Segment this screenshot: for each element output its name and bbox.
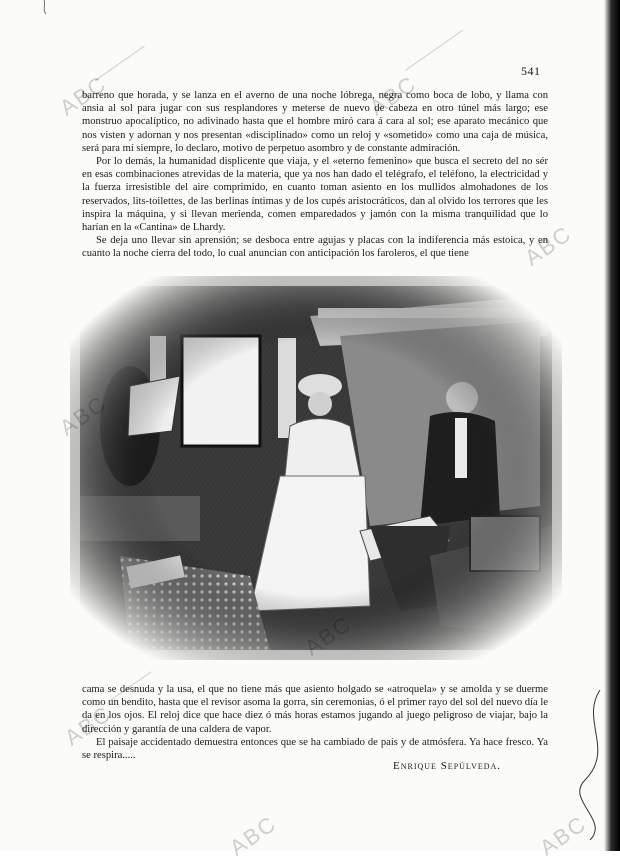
margin-pen-mark: [560, 690, 620, 840]
article-text-top: [82, 89, 548, 261]
article-text-bottom: [82, 683, 548, 762]
paragraph: El paisaje accidentado demuestra entonces que se ha cambiado de país y de atmósfera. Ya hace fresco. Ya se respira.....: [82, 736, 548, 762]
abc-watermark: ABC: [55, 70, 112, 121]
author-signature: Enrique Sepúlveda.: [393, 760, 502, 772]
paragraph: Se deja uno llevar sin aprensión; se desboca entre agujas y placas con la indiferencia más estoica, y en cuanto la noche cierra del todo, lo cual anuncian con anticipación los faroleros, el que tiene: [82, 235, 548, 260]
abc-watermark: ABC: [520, 220, 577, 271]
watermark-line: [405, 30, 463, 71]
paragraph: cama se desnuda y la usa, el que no tiene más que asiento holgado se «atroquela» y se amolda y se duerme como un bendito, hasta que el revisor asoma la gorra, sin ceremonias, ó el primer rayo del sol del nuevo día le da en los ojos. El reloj dice que hace diez ó más horas estamos jugando al juego peligroso de viajar, bajo la dirección y garantía de una caldera de vapor.: [82, 684, 548, 735]
watermark-line: [95, 46, 145, 81]
margin-pen-mark: [40, 0, 54, 16]
abc-watermark: ABC: [225, 810, 282, 861]
page-number: 541: [521, 64, 541, 78]
paragraph: barreno que horada, y se lanza en el averno de una noche lóbrega, negra como boca de lobo, y llama con ansia al sol para jugar con sus resplandores y meterse de nuevo de cabeza en otro túnel más largo; ese monstruo apocalíptico, no adivinado hasta que el hombre miró cara á cara al sol; ese aparato mecánico que nos visten y adornan y nos presentan «disciplinado» como un reloj y «sometido» como una caja de música, será para mí siempre, lo declaro, motivo de perpetuo asombro y de constante admiración.: [82, 90, 548, 154]
railway-carriage-illustration: [70, 276, 562, 660]
abc-watermark: ABC: [535, 810, 592, 861]
abc-watermark: ABC: [60, 700, 117, 751]
abc-watermark: ABC: [365, 70, 422, 121]
paragraph: Por lo demás, la humanidad displicente que viaja, y el «eterno femenino» que busca el secreto del no sér en esas combinaciones atrevidas de la materia, que ya nos han dado el telégrafo, el teléfono, la electricidad y la fuerza irresistible del aire comprimido, en cuanto toman asiento en los mullidos almohadones de los reservados, lits-toilettes, de las berlinas íntimas y de los cupés aristocráticos, dan al olvido los terrores que les inspira la máquina, y si llevan merienda, comen emparedados y jamón con la misma tranquilidad que lo harían en la «Cantina» de Lhardy.: [82, 156, 548, 234]
